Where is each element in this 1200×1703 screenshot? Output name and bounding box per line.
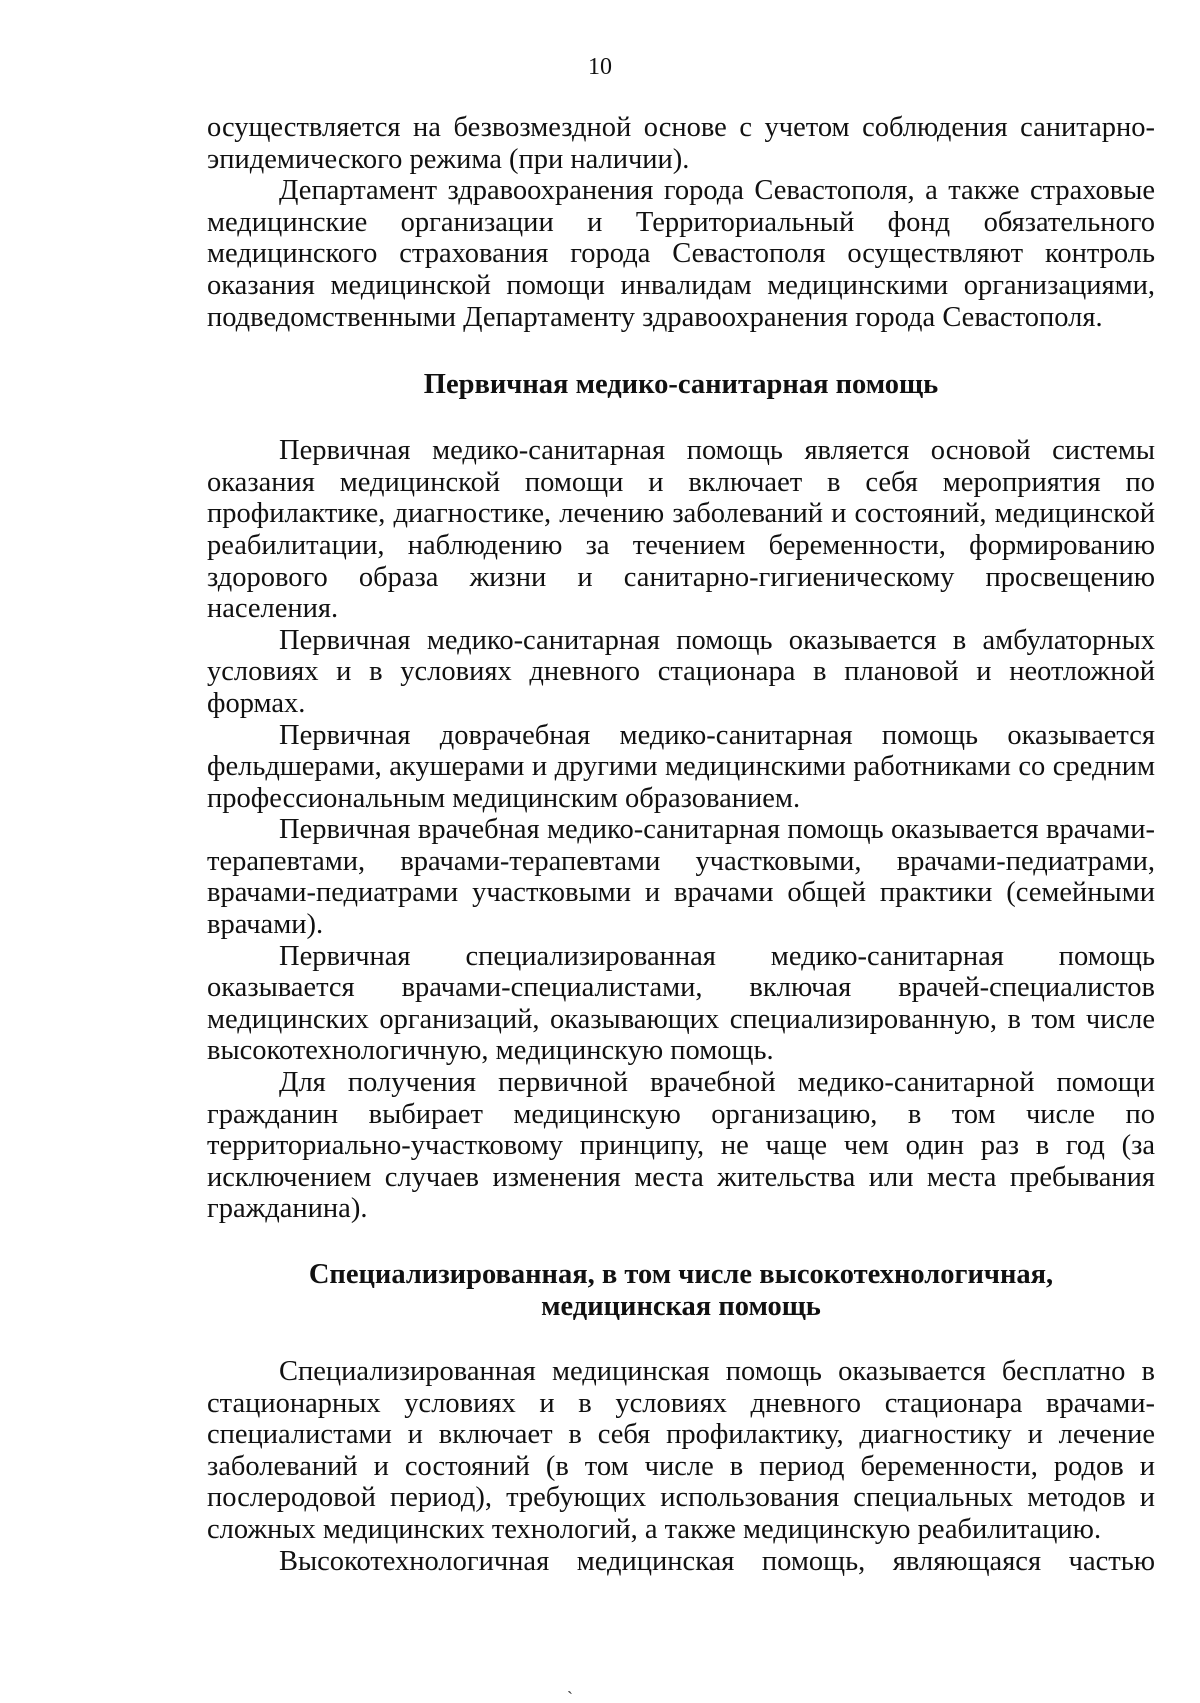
paragraph: Специализированная медицинская помощь оказывается бесплатно в стационарных условиях и в условиях дневного стационара врачами-специалистами и включает в себя профилактику, диагностику и лечение заболеваний и состояний (в том числе в период беременности, родов и послеродовой период), требующих использования специальных методов и сложных медицинских технологий, а также медицинскую реабилитацию.: [207, 1356, 1155, 1545]
paragraph: Первичная специализированная медико-санитарная помощь оказывается врачами-специалистами, включая врачей-специалистов медицинских организаций, оказывающих специализированную, в том числе высокотехнологичную, медицинскую помощь.: [207, 940, 1155, 1067]
heading-line-2: медицинская помощь: [541, 1291, 821, 1322]
page-number: 10: [588, 54, 612, 80]
document-body: [207, 112, 1155, 1577]
paragraph: Первичная врачебная медико-санитарная помощь оказывается врачами-терапевтами, врачами-терапевтами участковыми, врачами-педиатрами, врачами-педиатрами участковыми и врачами общей практики (семейными врачами).: [207, 814, 1155, 941]
paragraph: Для получения первичной врачебной медико-санитарной помощи гражданин выбирает медицинскую организацию, в том числе по территориально-участковому принципу, не чаще чем один раз в год (за исключением случаев изменения места жительства или места пребывания гражданина).: [207, 1067, 1155, 1225]
paragraph-continued: Высокотехнологичная медицинская помощь, являющаяся частью: [279, 1545, 1155, 1577]
paragraph: Департамент здравоохранения города Севастополя, а также страховые медицинские организации и Территориальный фонд обязательного медицинского страхования города Севастополя осуществляют контроль оказания медицинской помощи инвалидам медицинскими организациями, подведомственными Департаменту здравоохранения города Севастополя.: [207, 175, 1155, 333]
section-heading-specialized-care: [207, 1259, 1155, 1323]
paragraph-continuation: осуществляется на безвозмездной основе с учетом соблюдения санитарно-эпидемического режима (при наличии).: [207, 112, 1155, 175]
paragraph: Первичная медико-санитарная помощь оказывается в амбулаторных условиях и в условиях дневного стационара в плановой и неотложной формах.: [207, 624, 1155, 719]
section-heading-primary-care: Первичная медико-санитарная помощь: [423, 369, 939, 401]
paragraph: Первичная доврачебная медико-санитарная помощь оказывается фельдшерами, акушерами и другими медицинскими работниками со средним профессиональным медицинским образованием.: [207, 719, 1155, 814]
paragraph: Первичная медико-санитарная помощь является основой системы оказания медицинской помощи и включает в себя мероприятия по профилактике, диагностике, лечению заболеваний и состояний, медицинской реабилитации, наблюдению за течением беременности, формированию здорового образа жизни и санитарно-гигиеническому просвещению населения.: [207, 435, 1155, 625]
heading-line-1: Специализированная, в том числе высокотехнологичная,: [308, 1259, 1054, 1290]
scan-mark: ˏ: [567, 1674, 573, 1694]
